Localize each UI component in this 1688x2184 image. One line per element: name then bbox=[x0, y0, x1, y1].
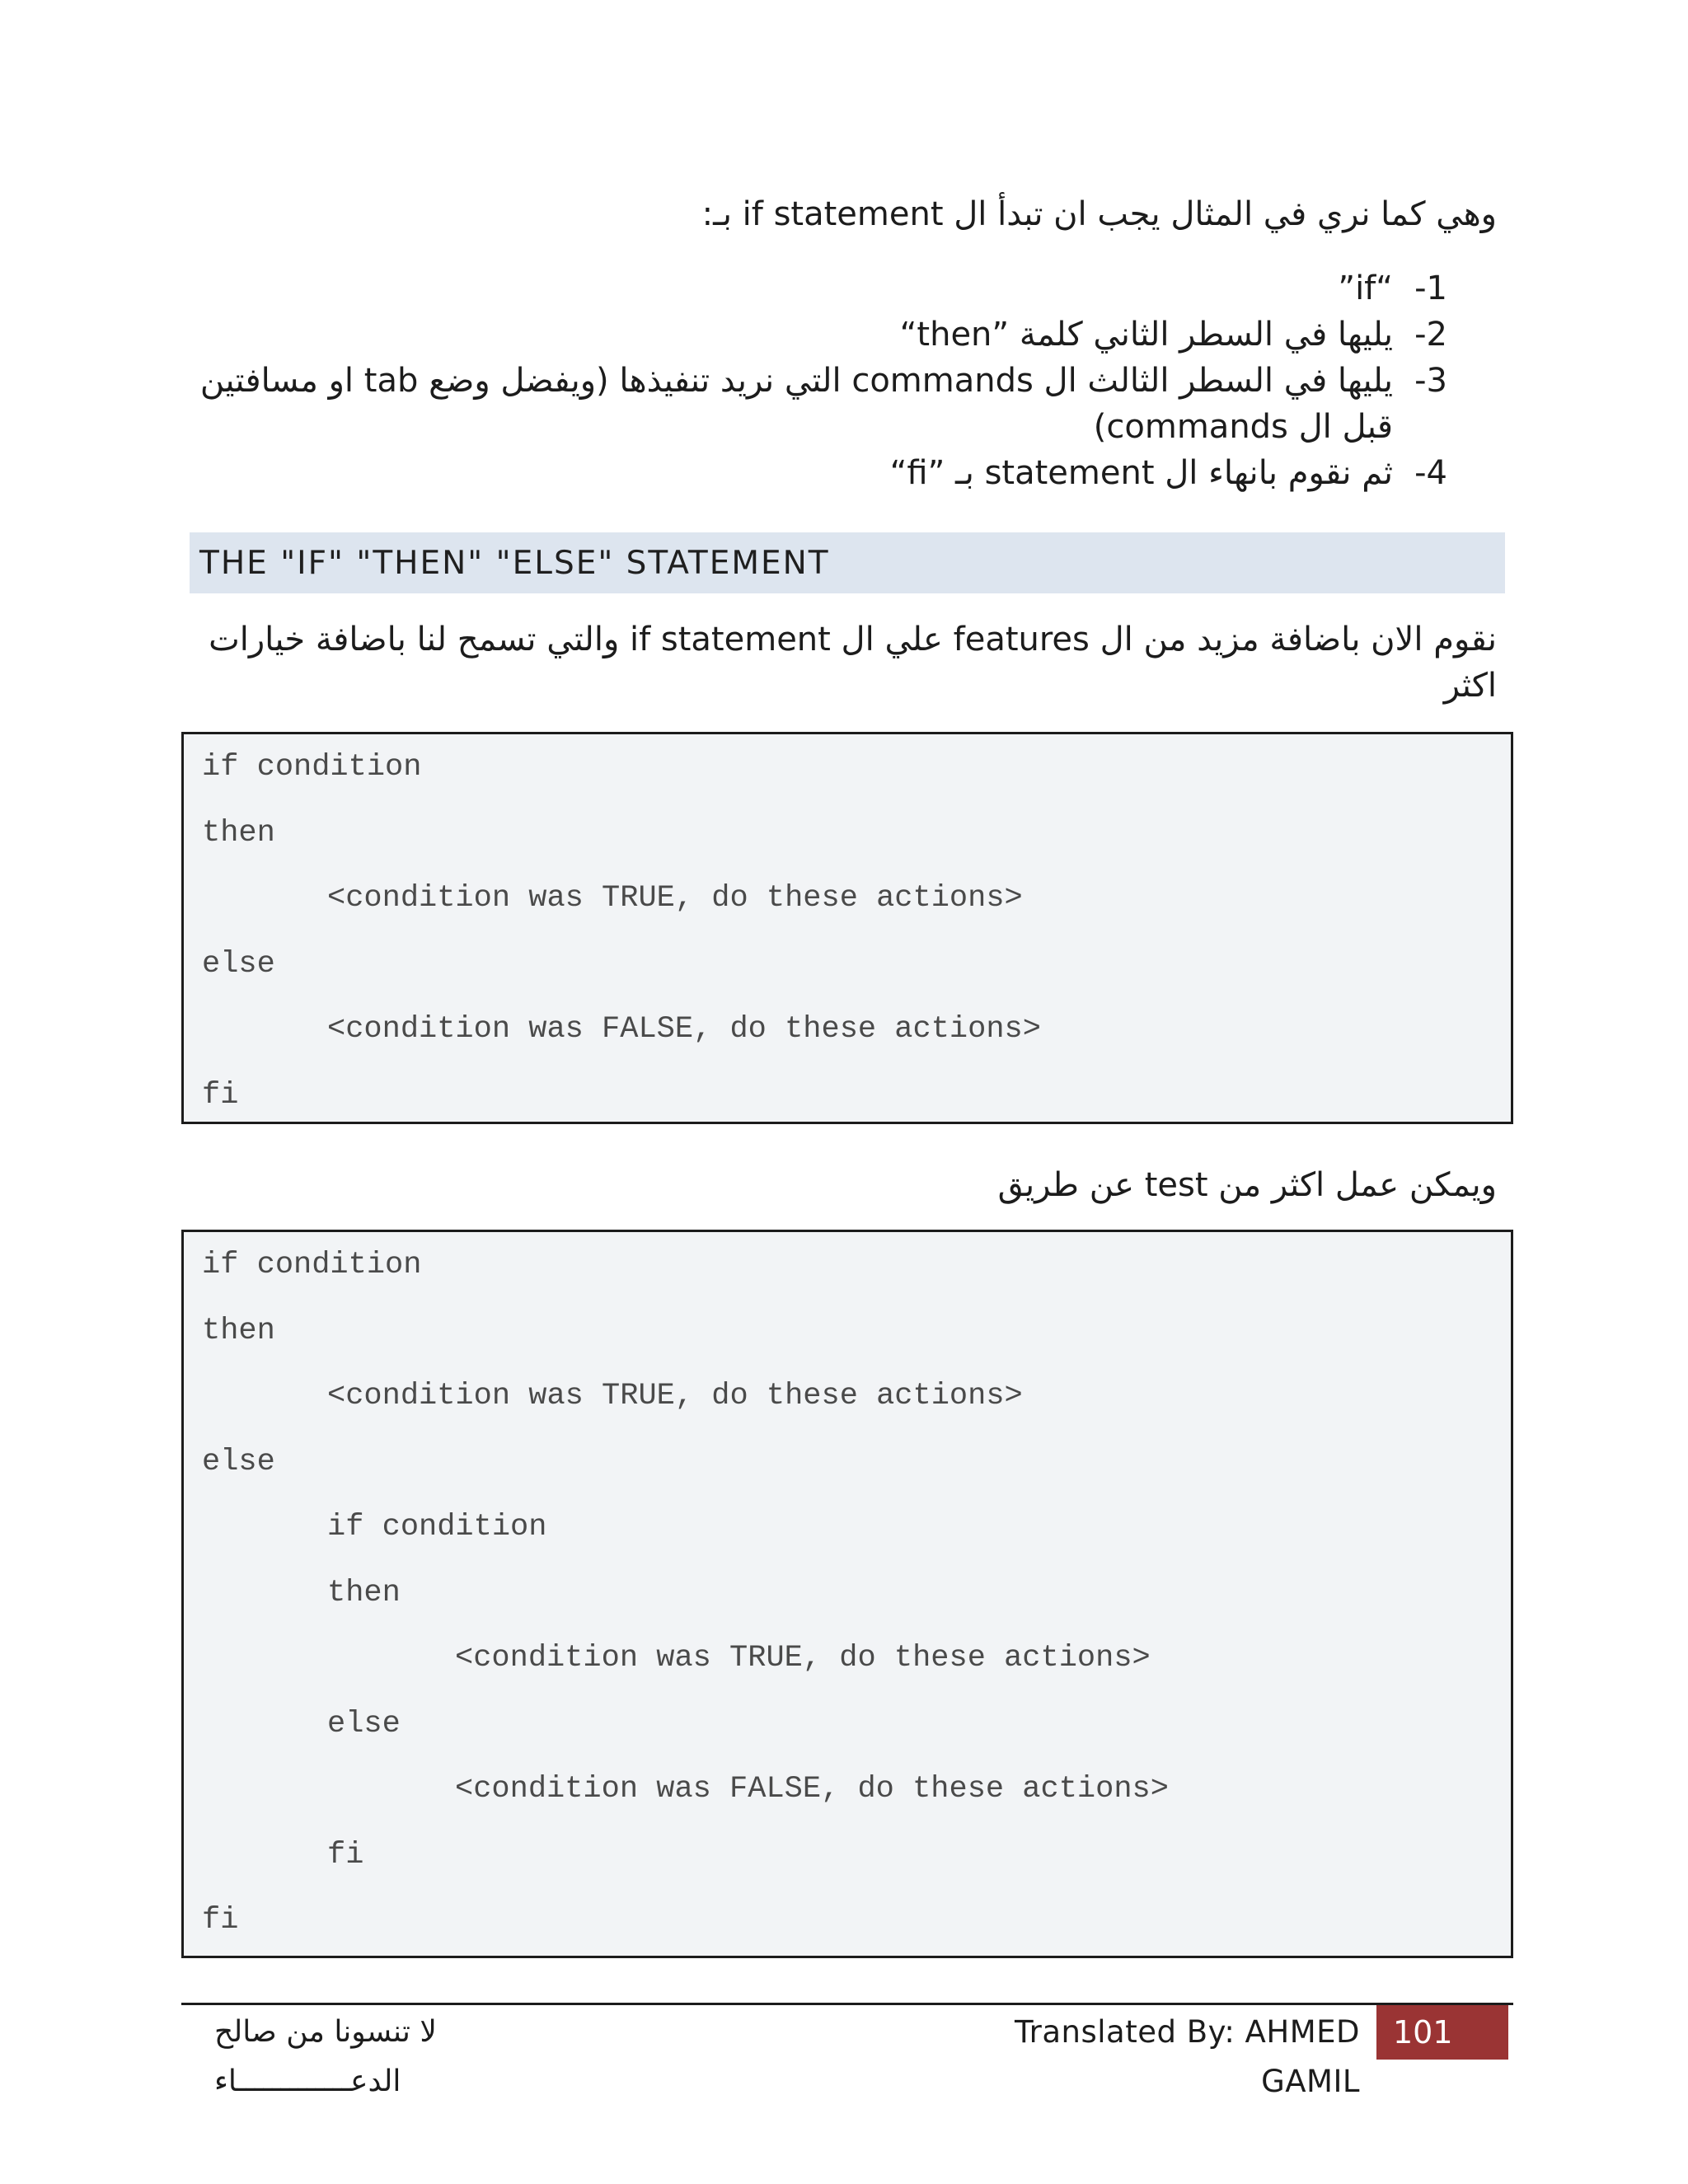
code-line: if condition bbox=[202, 750, 422, 785]
code-line: else bbox=[202, 1444, 275, 1479]
list-item-text: ثم نقوم بانهاء ال statement بـ ”fi“ bbox=[889, 454, 1393, 492]
list-item-number: -2 bbox=[1414, 316, 1447, 354]
intro-text: وهي كما نري في المثال يجب ان تبدأ ال if statement بـ: bbox=[701, 195, 1497, 233]
code-line: fi bbox=[202, 1077, 239, 1113]
code-line: else bbox=[327, 1706, 401, 1741]
list-item-text: يليها في السطر الثاني كلمة ”then“ bbox=[899, 316, 1393, 354]
list-item-text: “if” bbox=[1338, 269, 1393, 307]
code-line: fi bbox=[327, 1837, 364, 1872]
page-number: 101 bbox=[1376, 2005, 1508, 2060]
paragraph-text-2: ويمكن عمل اكثر من test عن طريق bbox=[997, 1166, 1497, 1204]
code-line: <condition was TRUE, do these actions> bbox=[327, 881, 1023, 916]
steps-list bbox=[190, 265, 1447, 496]
list-item-number: -1 bbox=[1414, 269, 1447, 307]
list-item bbox=[190, 265, 1447, 312]
footer-translator: Translated By: AHMED GAMIL bbox=[1015, 2014, 1360, 2099]
code-line: <condition was TRUE, do these actions> bbox=[327, 1379, 1023, 1413]
code-line: <condition was TRUE, do these actions> bbox=[455, 1641, 1151, 1675]
code-line: fi bbox=[202, 1903, 239, 1938]
code-line: <condition was FALSE, do these actions> bbox=[455, 1772, 1169, 1807]
code-block-nested-if bbox=[181, 1230, 1513, 1958]
list-item bbox=[190, 312, 1447, 358]
code-line: <condition was FALSE, do these actions> bbox=[327, 1012, 1041, 1047]
code-line: if condition bbox=[327, 1510, 547, 1544]
code-line: then bbox=[202, 1313, 275, 1348]
code-line: else bbox=[202, 946, 275, 982]
paragraph-text: نقوم الان باضافة مزيد من ال features علي ال if statement والتي تسمح لنا باضافة خيارات اكثر bbox=[209, 621, 1497, 705]
footer-divider bbox=[181, 2003, 1513, 2005]
section-heading: THE "IF" "THEN" "ELSE" STATEMENT bbox=[199, 544, 830, 582]
code-line: if condition bbox=[202, 1248, 422, 1282]
section-heading-bar bbox=[190, 532, 1505, 593]
code-line: then bbox=[327, 1575, 401, 1610]
list-item-number: -4 bbox=[1414, 454, 1447, 492]
code-block-if-else bbox=[181, 732, 1513, 1124]
code-line: then bbox=[202, 815, 275, 851]
footer-prayer-text: لا تنسونا من صالح الدعـــــــــــــاء bbox=[214, 2015, 437, 2098]
list-item-text: يليها في السطر الثالث ال commands التي نريد تنفيذها (ويفضل وضع tab او مسافتين قبل ال commands) bbox=[199, 362, 1393, 446]
list-item bbox=[190, 358, 1447, 450]
list-item bbox=[190, 450, 1447, 496]
list-item-number: -3 bbox=[1414, 362, 1447, 400]
